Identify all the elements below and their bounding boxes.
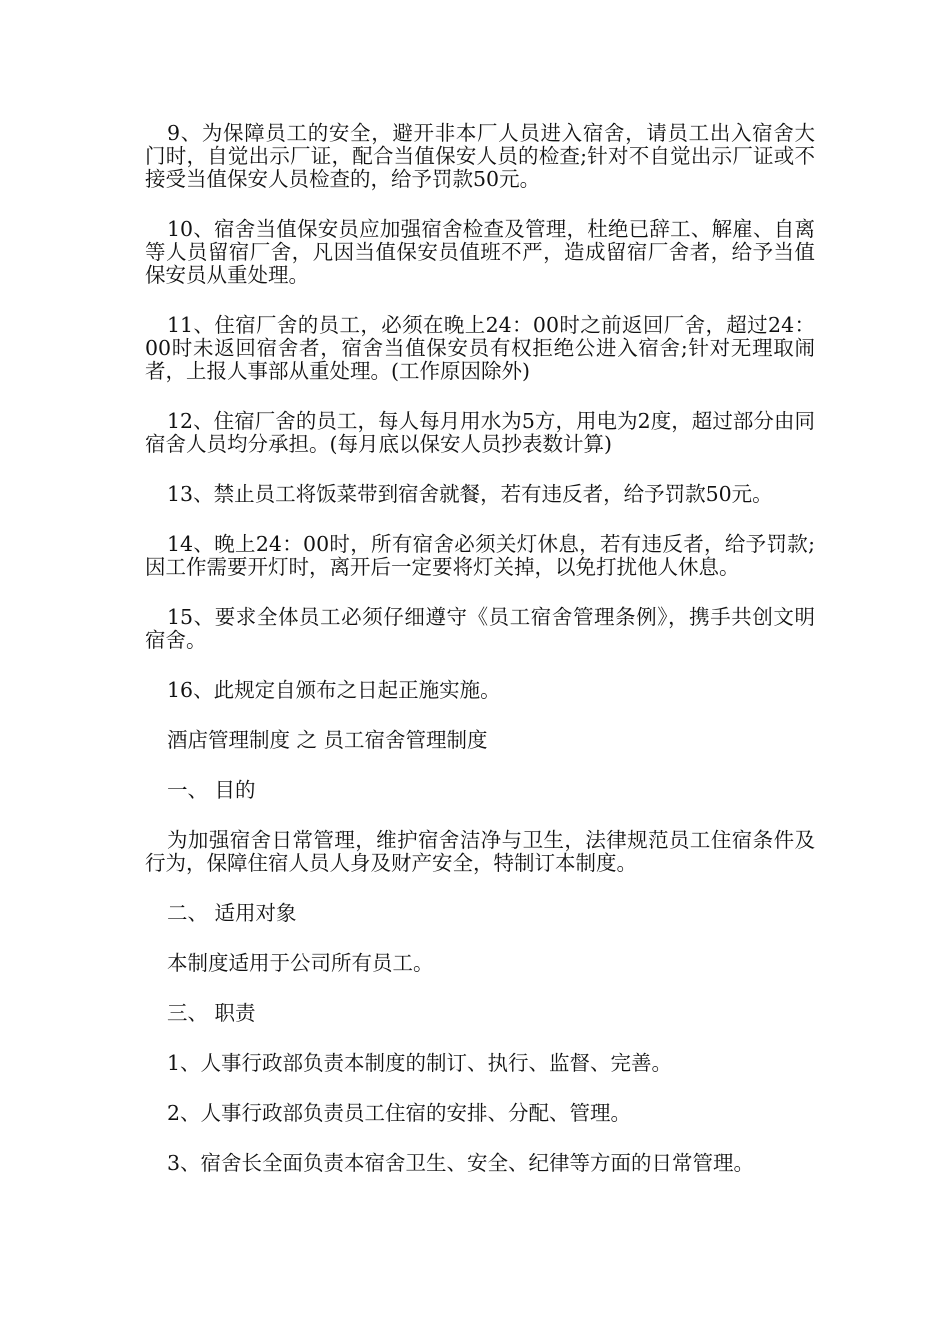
purpose-paragraph: 为加强宿舍日常管理，维护宿舍洁净与卫生，法律规范员工住宿条件及行为，保障住宿人员人身及财产安全，特制订本制度。 [145,828,815,875]
document-body [145,122,815,1202]
duty-1-paragraph: 1、人事行政部负责本制度的制订、执行、监督、完善。 [167,1051,673,1075]
duty-2-paragraph: 2、人事行政部负责员工住宿的安排、分配、管理。 [167,1101,632,1125]
rule-15-paragraph: 15、要求全体员工必须仔细遵守《员工宿舍管理条例》，携手共创文明宿舍。 [145,605,815,652]
section-title: 酒店管理制度 之 员工宿舍管理制度 [167,728,488,752]
rule-16-paragraph: 16、此规定自颁布之日起正施实施。 [167,678,501,702]
rule-11-paragraph: 11、住宿厂舍的员工，必须在晚上24：00时之前返回厂舍，超过24：00时未返回宿舍者，宿舍当值保安员有权拒绝公进入宿舍;针对无理取闹者，上报人事部从重处理。(工作原因除外) [145,313,815,383]
heading-duties: 三、 职责 [167,1001,256,1025]
rule-13-paragraph: 13、禁止员工将饭菜带到宿舍就餐，若有违反者，给予罚款50元。 [167,482,773,506]
rule-14-paragraph: 14、晚上24：00时，所有宿舍必须关灯休息，若有违反者，给予罚款;因工作需要开灯时，离开后一定要将灯关掉，以免打扰他人休息。 [145,532,815,579]
rule-9-paragraph: 9、为保障员工的安全，避开非本厂人员进入宿舍，请员工出入宿舍大门时，自觉出示厂证，配合当值保安人员的检查;针对不自觉出示厂证或不接受当值保安人员检查的，给予罚款50元。 [145,121,815,191]
heading-purpose: 一、 目的 [167,778,256,802]
rule-12-paragraph: 12、住宿厂舍的员工，每人每月用水为5方，用电为2度，超过部分由同宿舍人员均分承担。(每月底以保安人员抄表数计算) [145,409,815,456]
duty-3-paragraph: 3、宿舍长全面负责本宿舍卫生、安全、纪律等方面的日常管理。 [167,1151,755,1175]
heading-scope: 二、 适用对象 [167,901,297,925]
rule-10-paragraph: 10、宿舍当值保安员应加强宿舍检查及管理，杜绝已辞工、解雇、自离等人员留宿厂舍，凡因当值保安员值班不严，造成留宿厂舍者，给予当值保安员从重处理。 [145,217,815,287]
scope-paragraph: 本制度适用于公司所有员工。 [167,951,434,975]
